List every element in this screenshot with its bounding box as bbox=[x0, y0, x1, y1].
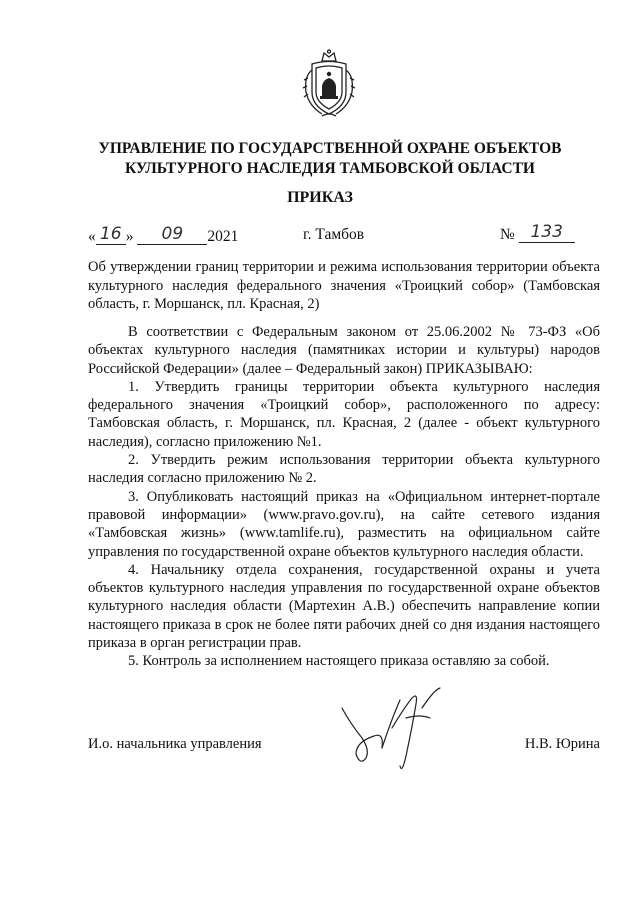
document-type: ПРИКАЗ bbox=[287, 189, 353, 206]
order-item: 2. Утвердить режим использования территории объекта культурного наследия согласно приложению № 2. bbox=[88, 452, 600, 487]
organization-name-line-2: КУЛЬТУРНОГО НАСЛЕДИЯ ТАМБОВСКОЙ ОБЛАСТИ bbox=[125, 160, 535, 177]
number-value: 133 bbox=[519, 222, 575, 243]
organization-name bbox=[60, 139, 600, 179]
order-item: 4. Начальнику отдела сохранения, государственной охраны и учета объектов культурного наследия управления по государственной охране объектов культурного наследия области (Мартехин А.В.) обеспечить направление копии настоящего приказа в срок не более пяти рабочих дней со дня издания настоящего приказа в орган регистрации прав. bbox=[88, 561, 600, 652]
document-meta-row bbox=[88, 220, 600, 246]
number-label: № bbox=[500, 226, 515, 243]
date-month: 09 bbox=[137, 224, 207, 245]
document-body bbox=[88, 323, 600, 671]
document-city: г. Тамбов bbox=[303, 226, 365, 243]
signatory-name: Н.В. Юрина bbox=[524, 736, 600, 752]
signature-icon bbox=[322, 678, 472, 778]
date-quote-close: » bbox=[125, 228, 134, 245]
order-item: 5. Контроль за исполнением настоящего приказа оставляю за собой. bbox=[128, 653, 550, 670]
coat-of-arms-icon bbox=[300, 48, 358, 120]
document-date bbox=[88, 226, 238, 247]
signatory-position: И.о. начальника управления bbox=[88, 736, 262, 752]
date-day: 16 bbox=[96, 224, 126, 245]
organization-name-line-1: УПРАВЛЕНИЕ ПО ГОСУДАРСТВЕННОЙ ОХРАНЕ ОБЪЕКТОВ bbox=[98, 140, 562, 157]
document-number bbox=[500, 224, 575, 245]
date-quote-open: « bbox=[88, 228, 96, 245]
preamble-paragraph: В соответствии с Федеральным законом от 25.06.2002 № 73-ФЗ «Об объектах культурного наследия (памятниках истории и культуры) народов Российской Федерации» (далее – Федеральный закон) ПРИКАЗЫВАЮ: bbox=[88, 324, 600, 377]
order-item: 3. Опубликовать настоящий приказ на «Официальном интернет-портале правовой информации» (www.pravo.gov.ru), на сайте сетевого издания «Тамбовская жизнь» (www.tamlife.ru), разместить на официальном сайте управления по государственной охране объектов культурного наследия области. bbox=[88, 488, 600, 560]
date-year: 2021 bbox=[207, 228, 239, 245]
order-item: 1. Утвердить границы территории объекта культурного наследия федерального значения «Троицкий собор», расположенного по адресу: Тамбовская область, г. Моршанск, пл. Красная, 2 (далее - объект культурного наследия), согласно приложению №1. bbox=[88, 378, 600, 450]
document-subject: Об утверждении границ территории и режима использования территории объекта культурного наследия федерального значения «Троицкий собор» (Тамбовская область, г. Моршанск, пл. Красная, 2) bbox=[88, 259, 600, 312]
